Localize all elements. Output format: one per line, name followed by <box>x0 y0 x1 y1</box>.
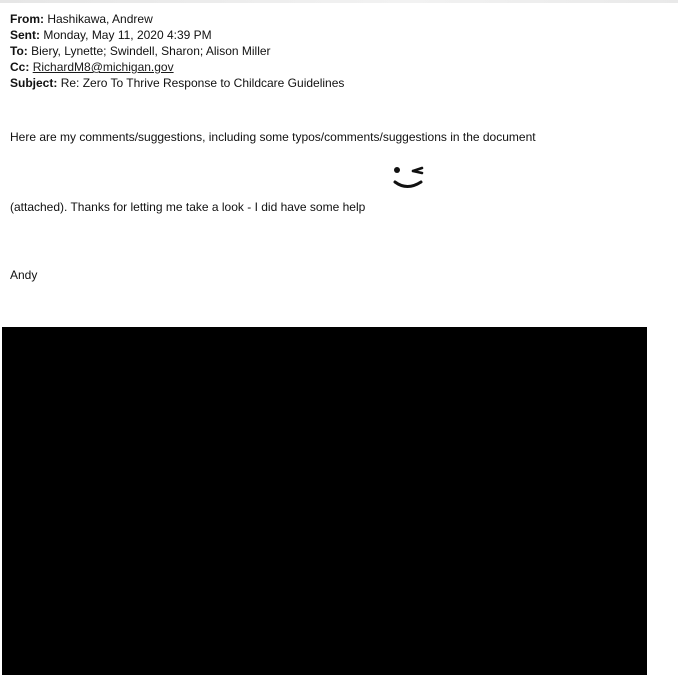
message-line-2: (attached). Thanks for letting me take a look - I did have some help <box>10 200 366 214</box>
email-header <box>10 11 650 91</box>
sent-row <box>10 27 650 43</box>
to-value: Biery, Lynette; Swindell, Sharon; Alison Miller <box>31 44 271 58</box>
wink-face-icon <box>391 163 427 193</box>
subject-label: Subject: <box>10 76 58 90</box>
to-label: To: <box>10 44 28 58</box>
message-line-1: Here are my comments/suggestions, including some typos/comments/suggestions in the document <box>10 130 536 144</box>
to-row <box>10 43 650 59</box>
cc-label: Cc: <box>10 60 30 74</box>
sent-value: Monday, May 11, 2020 4:39 PM <box>43 28 212 42</box>
top-divider <box>0 0 678 3</box>
redaction-block <box>2 327 647 675</box>
cc-email-link[interactable]: RichardM8@michigan.gov <box>32 60 174 74</box>
signature: Andy <box>10 268 38 282</box>
sent-label: Sent: <box>10 28 40 42</box>
subject-value: Re: Zero To Thrive Response to Childcare Guidelines <box>60 76 345 90</box>
from-label: From: <box>10 12 44 26</box>
cc-row <box>10 59 650 75</box>
subject-row <box>10 75 650 91</box>
from-row <box>10 11 650 27</box>
from-value: Hashikawa, Andrew <box>47 12 153 26</box>
